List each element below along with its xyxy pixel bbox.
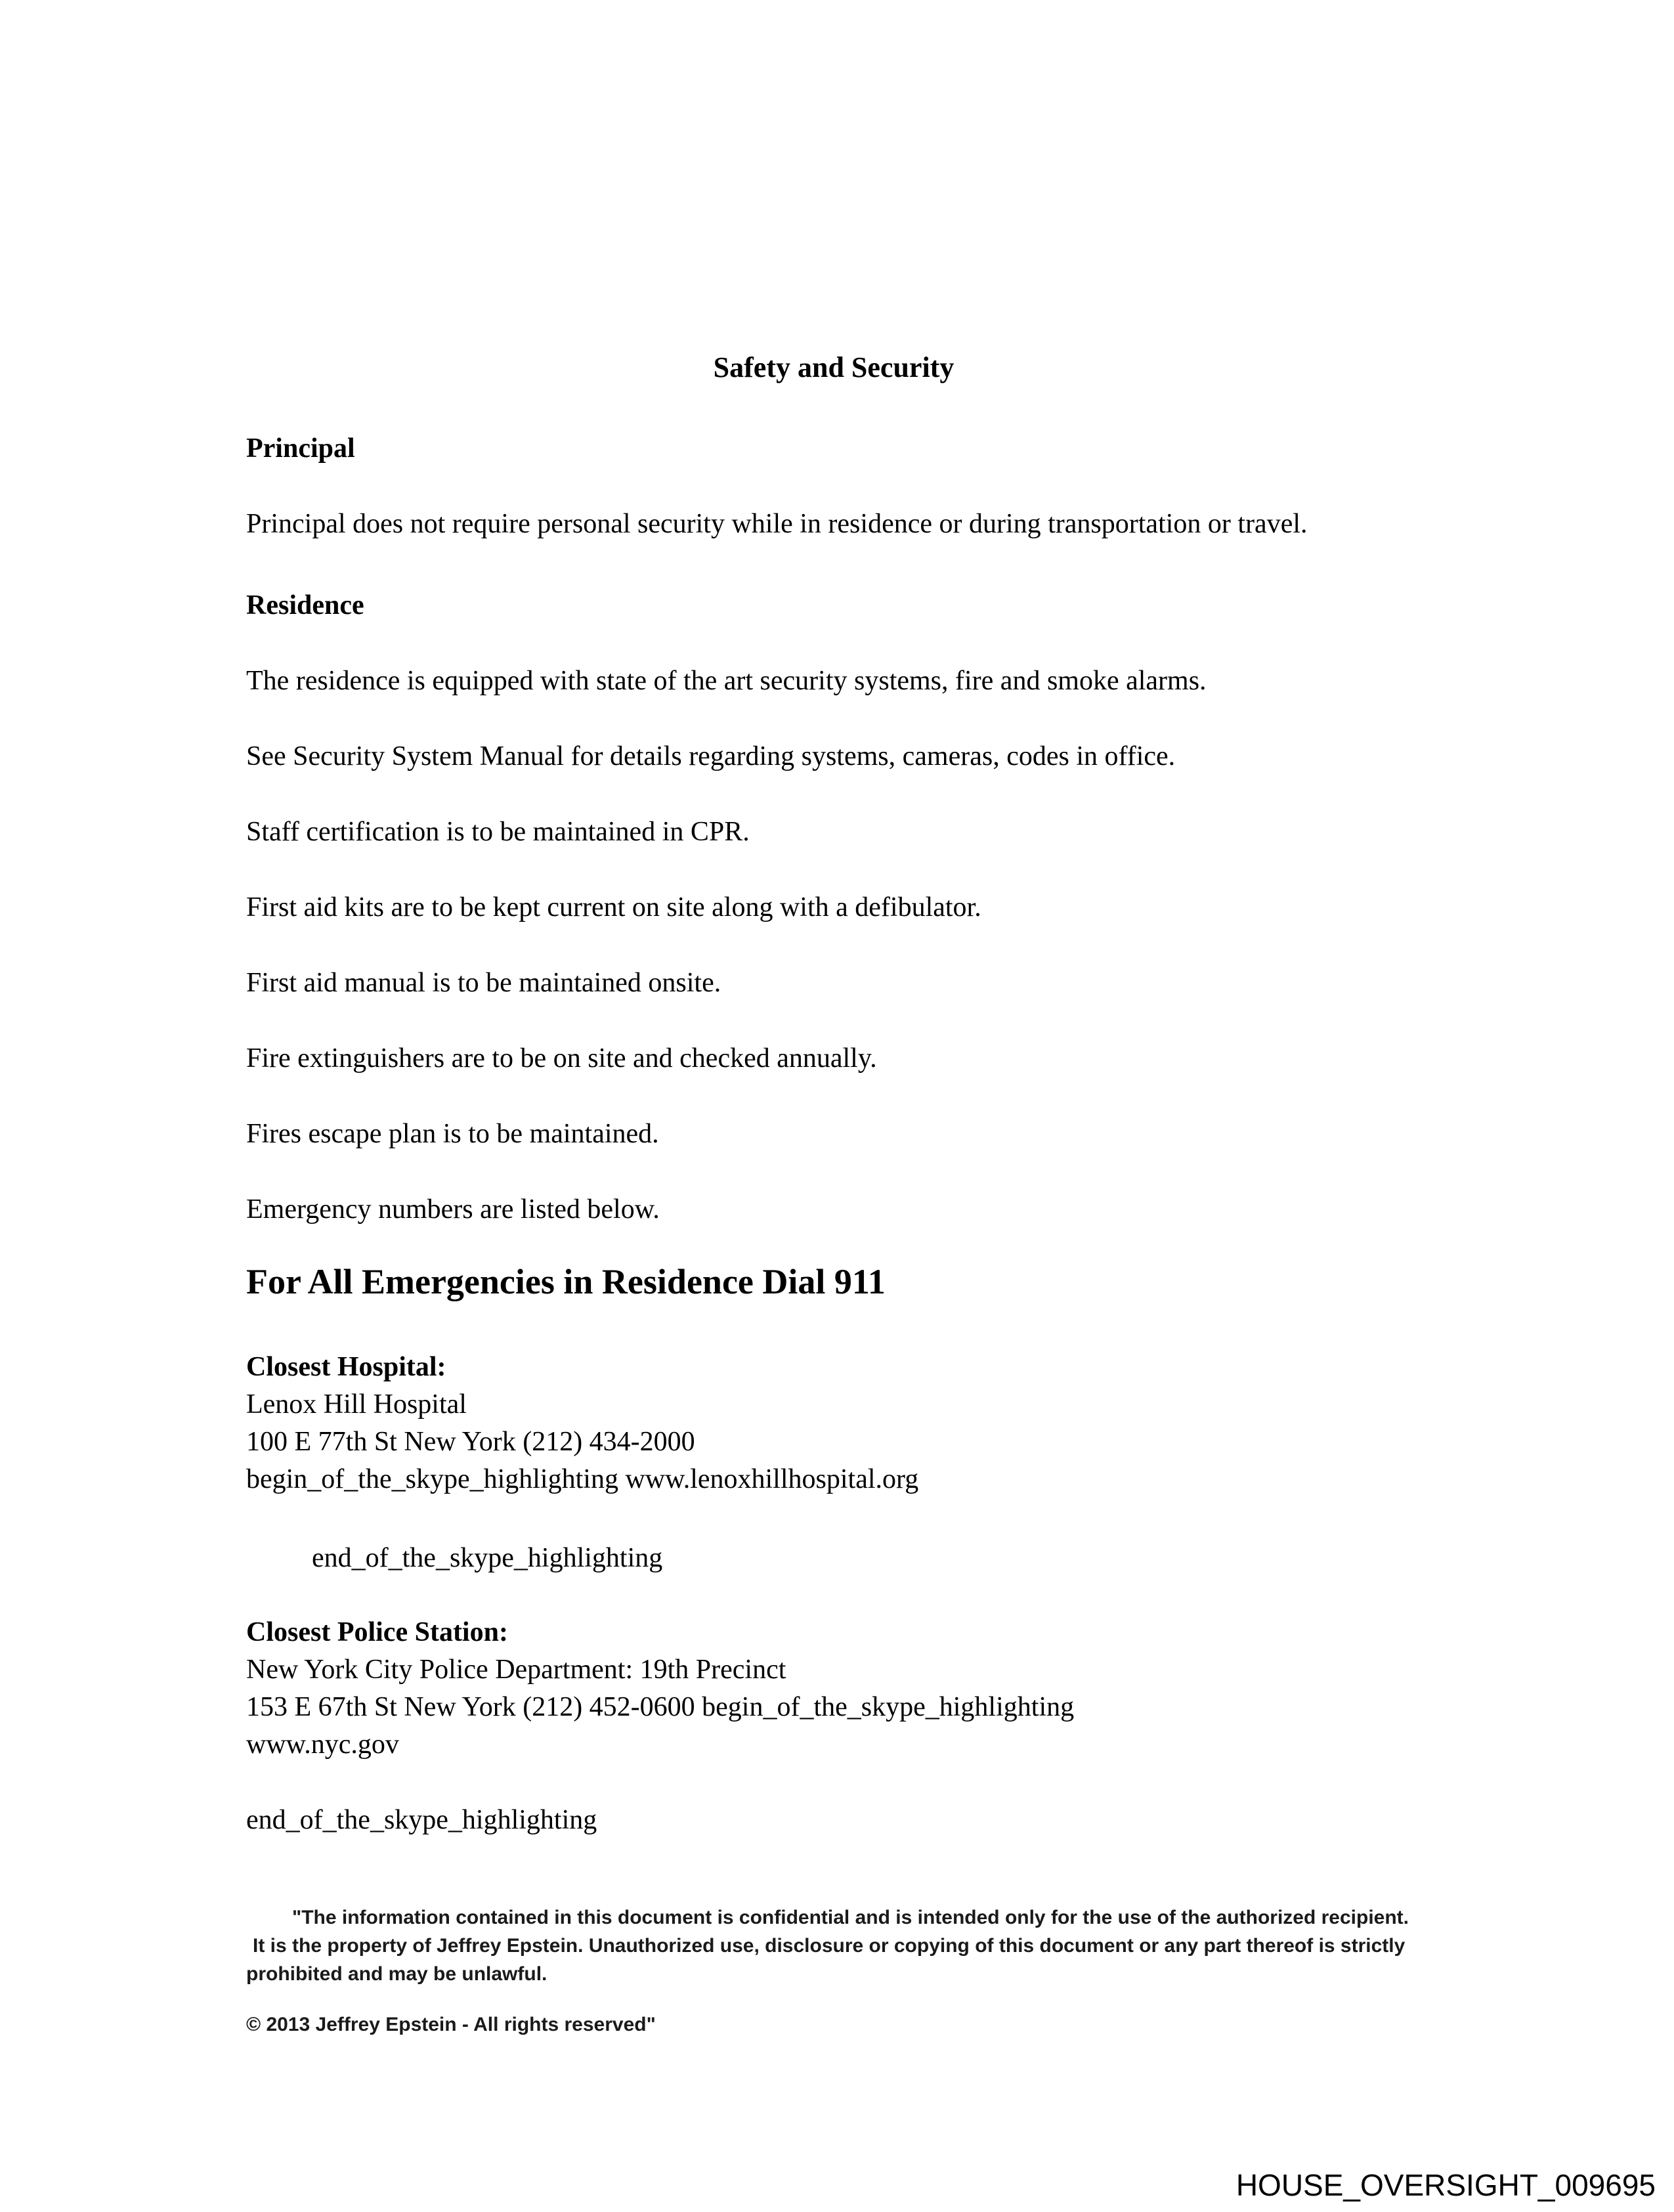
police-block bbox=[246, 1614, 1421, 1764]
residence-paragraph: See Security System Manual for details regarding systems, cameras, codes in office. bbox=[246, 741, 1176, 771]
hospital-heading: Closest Hospital: bbox=[246, 1352, 446, 1382]
residence-paragraph: First aid manual is to be maintained onsite. bbox=[246, 968, 721, 998]
police-heading: Closest Police Station: bbox=[246, 1617, 508, 1647]
emergency-heading: For All Emergencies in Residence Dial 911 bbox=[246, 1262, 886, 1301]
document-content bbox=[246, 0, 1421, 2039]
hospital-skype-end-line: end_of_the_skype_highlighting bbox=[312, 1543, 663, 1573]
residence-paragraph: Staff certification is to be maintained in CPR. bbox=[246, 817, 750, 847]
police-address: 153 E 67th St New York (212) 452-0600 begin_of_the_skype_highlighting bbox=[246, 1692, 1075, 1722]
residence-paragraph: Emergency numbers are listed below. bbox=[246, 1194, 660, 1225]
residence-paragraph: Fires escape plan is to be maintained. bbox=[246, 1119, 659, 1149]
residence-heading: Residence bbox=[246, 590, 364, 620]
hospital-name: Lenox Hill Hospital bbox=[246, 1389, 467, 1420]
residence-paragraph: First aid kits are to be kept current on site along with a defibulator. bbox=[246, 892, 981, 922]
police-name: New York City Police Department: 19th Precinct bbox=[246, 1655, 786, 1685]
police-skype-end-line: end_of_the_skype_highlighting bbox=[246, 1805, 597, 1835]
police-website-line: www.nyc.gov bbox=[246, 1729, 399, 1760]
principal-paragraph: Principal does not require personal security while in residence or during transportation or travel. bbox=[246, 509, 1308, 539]
confidentiality-line: "The information contained in this document is confidential and is intended only for the use of the authorized recipient. bbox=[292, 1907, 1409, 1928]
residence-paragraph: Fire extinguishers are to be on site and checked annually. bbox=[246, 1043, 877, 1073]
confidentiality-line: prohibited and may be unlawful. bbox=[246, 1963, 547, 1985]
residence-paragraph: The residence is equipped with state of the art security systems, fire and smoke alarms. bbox=[246, 666, 1207, 696]
bates-number: HOUSE_OVERSIGHT_009695 bbox=[1235, 2168, 1656, 2202]
confidentiality-notice bbox=[246, 1903, 1421, 1988]
hospital-block bbox=[246, 1349, 1421, 1498]
hospital-website-line: begin_of_the_skype_highlighting www.lenoxhillhospital.org bbox=[246, 1464, 919, 1494]
document-title: Safety and Security bbox=[713, 351, 955, 383]
copyright-line: © 2013 Jeffrey Epstein - All rights reserved" bbox=[246, 2014, 656, 2035]
confidentiality-line: It is the property of Jeffrey Epstein. Unauthorized use, disclosure or copying of this document or any part thereof is strictly bbox=[253, 1935, 1406, 1957]
hospital-address: 100 E 77th St New York (212) 434-2000 bbox=[246, 1427, 695, 1457]
principal-heading: Principal bbox=[246, 433, 355, 464]
